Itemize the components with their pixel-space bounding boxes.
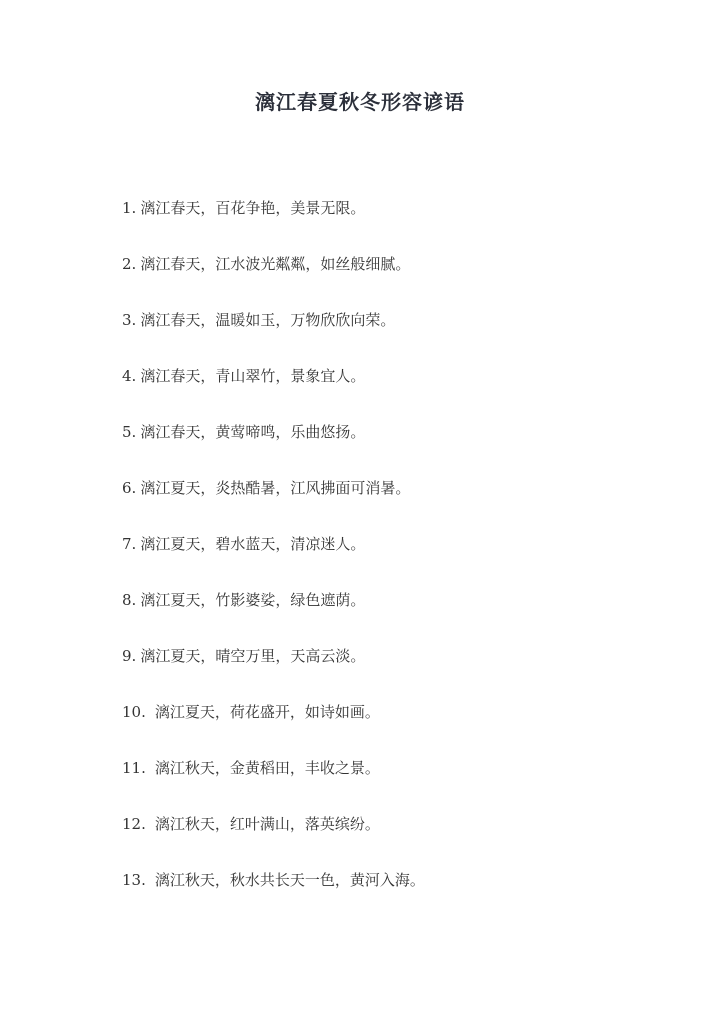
document-title: 漓江春夏秋冬形容谚语 [255,90,465,114]
item-number: 1. [122,199,137,217]
item-number: 2. [122,255,137,273]
item-number: 5. [122,423,137,441]
item-text: 漓江春天，百花争艳，美景无限。 [140,199,366,217]
list-item [122,192,425,248]
list-item [122,640,425,696]
item-number: 10. [122,703,146,721]
item-number: 11. [122,759,146,777]
item-text: 漓江春天，温暖如玉，万物欣欣向荣。 [140,311,396,329]
proverb-list [122,192,425,920]
list-item [122,864,425,920]
item-number: 9. [122,647,137,665]
list-item [122,472,425,528]
item-number: 13. [122,871,146,889]
item-text: 漓江秋天，秋水共长天一色，黄河入海。 [154,871,425,889]
item-number: 3. [122,311,137,329]
item-number: 7. [122,535,137,553]
item-text: 漓江夏天，晴空万里，天高云淡。 [140,647,366,665]
item-text: 漓江夏天，荷花盛开，如诗如画。 [154,703,380,721]
list-item [122,304,425,360]
list-item [122,416,425,472]
item-number: 8. [122,591,137,609]
item-text: 漓江春天，青山翠竹，景象宜人。 [140,367,366,385]
list-item [122,584,425,640]
list-item [122,752,425,808]
item-number: 6. [122,479,137,497]
list-item [122,248,425,304]
list-item [122,808,425,864]
list-item [122,696,425,752]
item-text: 漓江夏天，碧水蓝天，清凉迷人。 [140,535,366,553]
item-text: 漓江夏天，炎热酷暑，江风拂面可消暑。 [140,479,411,497]
item-text: 漓江春天，黄莺啼鸣，乐曲悠扬。 [140,423,366,441]
list-item [122,360,425,416]
list-item [122,528,425,584]
item-text: 漓江春天，江水波光粼粼，如丝般细腻。 [140,255,411,273]
item-text: 漓江秋天，红叶满山，落英缤纷。 [154,815,380,833]
item-number: 12. [122,815,146,833]
item-text: 漓江夏天，竹影婆娑，绿色遮荫。 [140,591,366,609]
item-number: 4. [122,367,137,385]
item-text: 漓江秋天，金黄稻田，丰收之景。 [154,759,380,777]
